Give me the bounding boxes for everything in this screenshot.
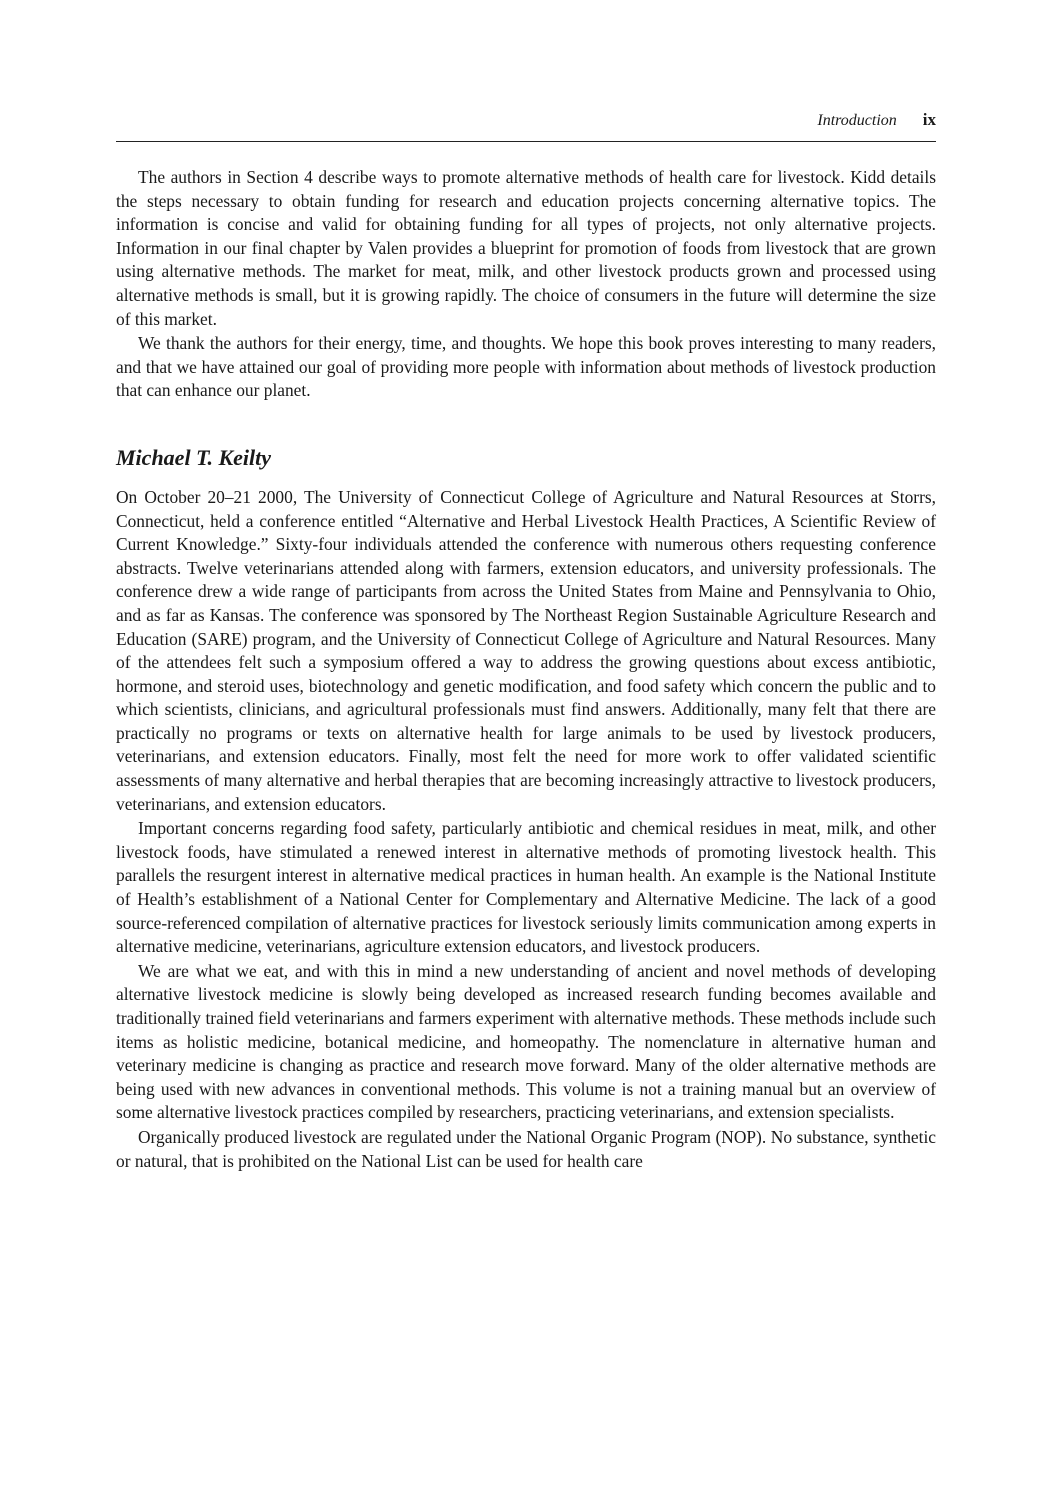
paragraph: Organically produced livestock are regulated under the National Organic Program (NOP). No substance, synthetic or natural, that is prohibited on the National List can be used for health care: [116, 1126, 936, 1171]
running-head: [116, 110, 936, 142]
book-page: [116, 110, 936, 1173]
paragraph: We are what we eat, and with this in mind a new understanding of ancient and novel methods of developing alternative livestock medicine is slowly being developed as increased research funding becomes available and traditionally trained field veterinarians and farmers experiment with alternative methods. These methods include such items as holistic medicine, botanical medicine, and homeopathy. The nomenclature in alternative human and veterinary medicine is changing as practice and research move forward. Many of the older alternative methods are being used with new advances in conventional methods. This volume is not a training manual but an overview of some alternative livestock practices compiled by researchers, practicing veterinarians, and extension specialists.: [116, 960, 936, 1123]
body-text: [116, 166, 936, 1173]
paragraph: On October 20–21 2000, The University of Connecticut College of Agriculture and Natural Resources at Storrs, Connecticut, held a conference entitled “Alternative and Herbal Livestock Health Practices, A Scientific Review of Current Knowledge.” Sixty-four individuals attended the conference with numerous others requesting conference abstracts. Twelve veterinarians attended along with farmers, extension educators, and university professionals. The conference drew a wide range of participants from across the United States from Maine and Pennsylvania to Ohio, and as far as Kansas. The conference was sponsored by The Northeast Region Sustainable Agriculture Research and Education (SARE) program, and the University of Connecticut College of Agriculture and Natural Resources. Many of the attendees felt such a symposium offered a way to address the growing questions about excess antibiotic, hormone, and steroid uses, biotechnology and genetic modification, and food safety which concern the public and to which scientists, clinicians, and agricultural professionals must find answers. Additionally, many felt that there are practically no programs or texts on alternative health for large animals to be used by livestock producers, veterinarians, and extension educators. Finally, most felt the need for more work to offer validated scientific assessments of many alternative and herbal therapies that are becoming increasingly attractive to livestock producers, veterinarians, and extension educators.: [116, 486, 936, 814]
running-head-section: Introduction: [817, 112, 897, 129]
paragraph: The authors in Section 4 describe ways to promote alternative methods of health care for livestock. Kidd details the steps necessary to obtain funding for research and education projects concerning alternative topics. The information is concise and valid for obtaining funding for all types of projects, not only alternative projects. Information in our final chapter by Valen provides a blueprint for promotion of foods from livestock that are grown using alternative methods. The market for meat, milk, and other livestock products grown and processed using alternative methods is small, but it is growing rapidly. The choice of consumers in the future will determine the size of this market.: [116, 167, 936, 329]
paragraph: We thank the authors for their energy, time, and thoughts. We hope this book proves interesting to many readers, and that we have attained our goal of providing more people with information about methods of livestock production that can enhance our planet.: [116, 333, 936, 401]
paragraph: Important concerns regarding food safety, particularly antibiotic and chemical residues in meat, milk, and other livestock foods, have stimulated a renewed interest in alternative methods of promoting livestock health. This parallels the resurgent interest in alternative medical practices in human health. An example is the National Institute of Health’s establishment of a National Center for Complementary and Alternative Medicine. The lack of a good source-referenced compilation of alternative practices for livestock seriously limits communication among experts in alternative medicine, veterinarians, agriculture extension educators, and livestock producers.: [116, 818, 936, 957]
author-heading: Michael T. Keilty: [116, 444, 272, 470]
page-number: ix: [922, 110, 936, 129]
